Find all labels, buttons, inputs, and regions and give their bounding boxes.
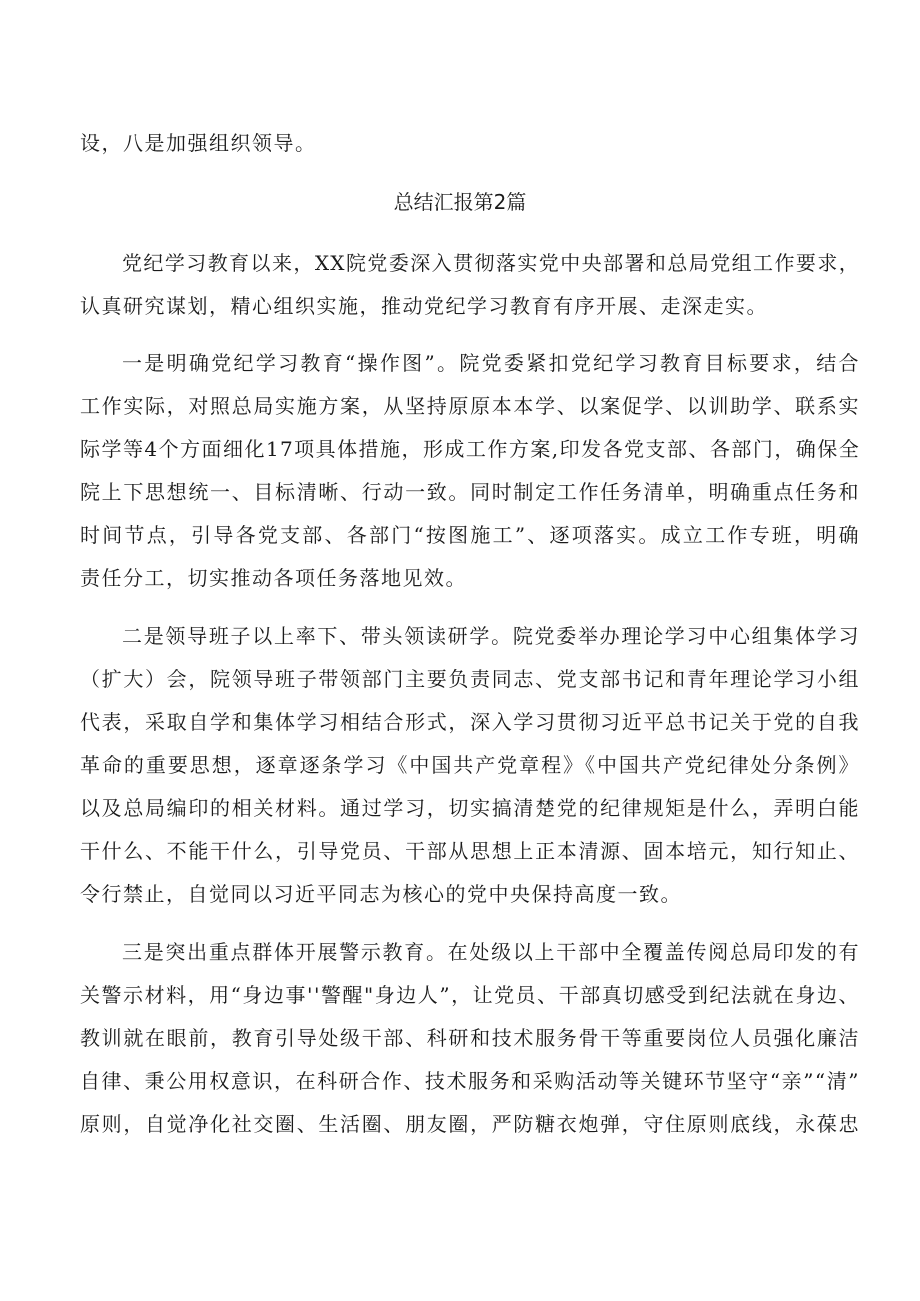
paragraph-line: 际学等4个方面细化17项具体措施，形成工作方案,印发各党支部、各部门，确保全 bbox=[80, 437, 860, 461]
paragraph-line: 工作实际，对照总局实施方案，从坚持原原本本学、以案促学、以训助学、联系实 bbox=[80, 394, 860, 418]
paragraph-line: 时间节点，引导各党支部、各部门“按图施工”、逐项落实。成立工作专班，明确 bbox=[80, 523, 860, 547]
paragraph-line: 令行禁止，自觉同以习近平同志为核心的党中央保持高度一致。 bbox=[80, 882, 682, 906]
paragraph-line: 自律、秉公用权意识，在科研合作、技术服务和采购活动等关键环节坚守“亲”“清” bbox=[80, 1069, 860, 1093]
paragraph-line: 原则，自觉净化社交圈、生活圈、朋友圈，严防糖衣炮弹，守住原则底线，永葆忠 bbox=[80, 1112, 860, 1136]
paragraph-line: 二是领导班子以上率下、带头领读研学。院党委举办理论学习中心组集体学习 bbox=[122, 624, 860, 648]
paragraph-line: 代表，采取自学和集体学习相结合形式，深入学习贯彻习近平总书记关于党的自我 bbox=[80, 710, 860, 734]
paragraph-line: 党纪学习教育以来，XX院党委深入贯彻落实党中央部署和总局党组工作要求， bbox=[122, 251, 860, 275]
paragraph-line: 院上下思想统一、目标清晰、行动一致。同时制定工作任务清单，明确重点任务和 bbox=[80, 480, 860, 504]
paragraph-line: 教训就在眼前，教育引导处级干部、科研和技术服务骨干等重要岗位人员强化廉洁 bbox=[80, 1026, 860, 1050]
carry-over-line: 设，八是加强组织领导。 bbox=[80, 131, 317, 155]
paragraph-line: （扩大）会，院领导班子带领部门主要负责同志、党支部书记和青年理论学习小组 bbox=[80, 667, 860, 691]
paragraph-line: 三是突出重点群体开展警示教育。在处级以上干部中全覆盖传阅总局印发的有 bbox=[122, 940, 860, 964]
paragraph-line: 以及总局编印的相关材料。通过学习，切实搞清楚党的纪律规矩是什么，弄明白能 bbox=[80, 796, 860, 820]
paragraph-line: 责任分工，切实推动各项任务落地见效。 bbox=[80, 566, 467, 590]
paragraph-line: 一是明确党纪学习教育“操作图”。院党委紧扣党纪学习教育目标要求，结合 bbox=[122, 351, 860, 375]
paragraph-line: 干什么、不能干什么，引导党员、干部从思想上正本清源、固本培元，知行知止、 bbox=[80, 839, 860, 863]
section-title: 总结汇报第2篇 bbox=[393, 190, 527, 214]
paragraph-line: 关警示材料，用“身边事''警醒"身边人”，让党员、干部真切感受到纪法就在身边、 bbox=[80, 983, 860, 1007]
paragraph-line: 认真研究谋划，精心组织实施，推动党纪学习教育有序开展、走深走实。 bbox=[80, 294, 768, 318]
paragraph-line: 革命的重要思想，逐章逐条学习《中国共产党章程》《中国共产党纪律处分条例》 bbox=[80, 753, 860, 777]
